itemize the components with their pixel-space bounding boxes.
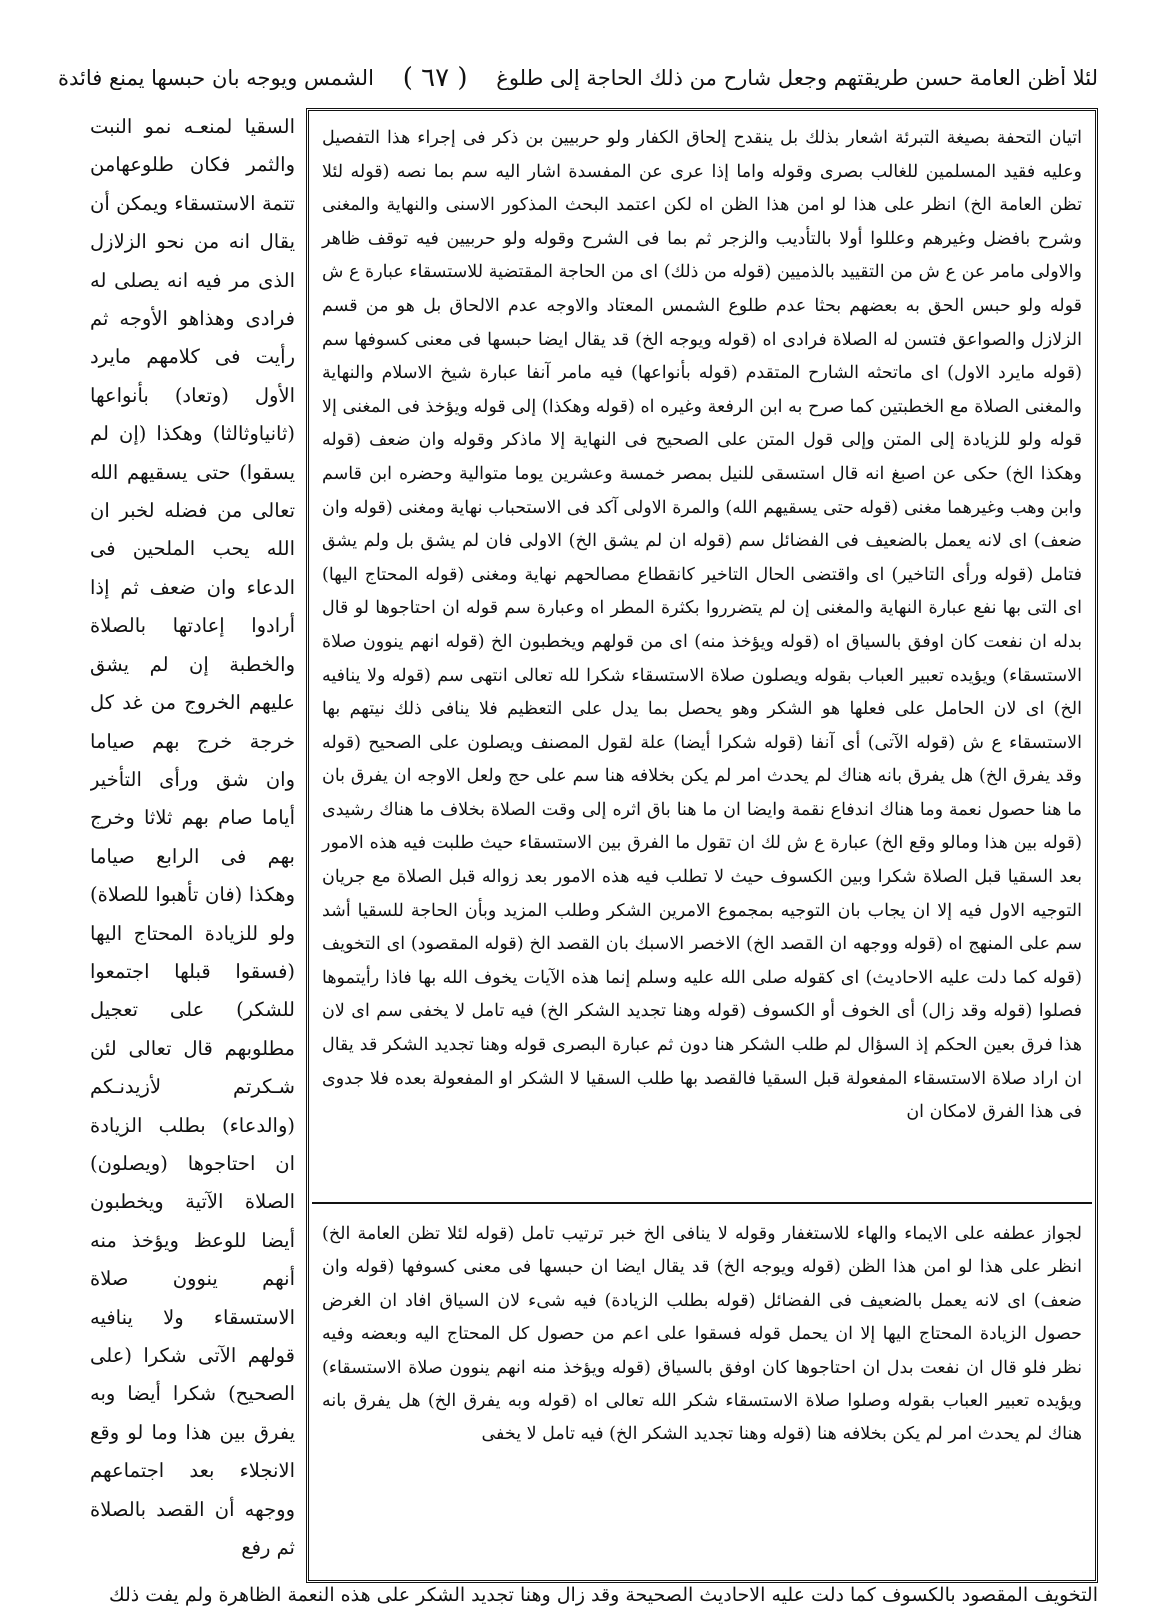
page-footer-line: التخويف المقصود بالكسوف كما دلت عليه الاحاديث الصحيحة وقد زال وهنا تجديد الشكر على هذه النعمة الظاهرة ولم يفت ذلك bbox=[108, 1584, 1098, 1606]
upper-commentary-paragraph: اتيان التحفة بصيغة التبرئة اشعار بذلك بل ينقدح إلحاق الكفار ولو حربيين بن ذكر فى إجراء هذا التفصيل وعليه فقيد المسلمين للغالب بصرى وقوله واما إذا عرى عن المفسدة اشار اليه سم بما نصه (قوله لئلا تظن العامة الخ) انظر على هذا لو امن هذا الظن اه لكن اعتمد البحث المذكور الاسنى والنهاية والمغنى وشرح بافضل وغيرهم وعللوا أولا بالتأديب والزجر ثم بما فى الشرح وقوله ولو حربيين فيه توقف ظاهر والاولى مامر عن ع ش من التقييد بالذميين (قوله من ذلك) اى من الحاجة المقتضية للاستسقاء عبارة ع ش قوله ولو حبس الحق به بعضهم بحثا عدم طلوع الشمس المعتاد والاوجه عدم الالحاق بل هو من قسم الزلازل والصواعق فتسن له الصلاة فرادى اه (قوله ويوجه الخ) قد يقال ايضا حبسها فى معنى كسوفها سم (قوله مايرد الاول) اى ماتحثه الشارح المتقدم (قوله بأنواعها) فيه مامر آنفا عبارة شيخ الاسلام والنهاية والمغنى الصلاة مع الخطبتين كما صرح به ابن الرفعة وغيره اه (قوله وهكذا) إلى قوله ويؤخذ فى المغنى إلا قوله ولو للزيادة إلى المتن وإلى قول المتن على الصحيح فى النهاية إلا ماذكر وقوله وان ضعف (قوله وهكذا الخ) حكى عن اصبغ انه قال استسقى للنيل بمصر خمسة وعشرين يوما متوالية وحضره ابن قاسم وابن وهب وغيرهما مغنى (قوله حتى يسقيهم الله) والمرة الاولى آكد فى الاستحباب نهاية ومغنى (قوله وان ضعف) اى لانه يعمل بالضعيف فى الفضائل سم (قوله ان لم يشق الخ) الاولى فان لم يشق بل ولم يشق فتامل (قوله ورأى التاخير) اى واقتضى الحال التاخير كانقطاع مصالحهم نهاية ومغنى (قوله المحتاج اليها) اى التى بها نفع عبارة النهاية والمغنى إن لم يتضرروا بكثرة المطر اه وعبارة سم قوله ان احتاجوها لو قال بدله ان نفعت كان اوفق بالسياق اه (قوله ويؤخذ منه) اى من قولهم ويخطبون الخ (قوله انهم ينوون صلاة الاستسقاء) ويؤيده تعبير العباب بقوله ويصلون صلاة الاستسقاء شكرا لله تعالى انتهى سم (قوله ولا ينافيه الخ) اى لان الحامل على فعلها هو الشكر وهو يحصل بما يدل على التعظيم فلا ينافى ذلك نيتهم بها الاستسقاء ع ش (قوله الآتى) أى آنفا (قوله شكرا أيضا) علة لقول المصنف ويصلون على الصحيح (قوله وقد يفرق الخ) هل يفرق بانه هناك لم يحدث امر لم يكن بخلافه هنا سم على حج ولعل الاوجه ان يفرق بان ما هنا حصول نعمة وما هناك اندفاع نقمة وايضا ان ما هنا باق اثره إلى وقت الصلاة بخلاف ما هناك رشيدى (قوله بين هذا ومالو وقع الخ) عبارة ع ش لك ان تقول ما الفرق بين الاستسقاء حيث طلبت فيه هذه الامور بعد السقيا قبل الصلاة شكرا وبين الكسوف حيث لا تطلب فيه هذه الامور بعد زواله قبل الصلاة مع جريان التوجيه الاول فيه إلا ان يجاب بان التوجيه بمجموع الامرين الشكر وطلب المزيد وبأن الحاجة للسقيا أشد سم على المنهج اه (قوله ووجهه ان القصد الخ) الاخصر الاسبك بان القصد الخ (قوله المقصود) اى التخويف (قوله كما دلت عليه الاحاديث) اى كقوله صلى الله عليه وسلم إنما هذه الآيات يخوف الله بها فاذا رأيتموها فصلوا (قوله وقد زال) أى الخوف أو الكسوف (قوله وهنا تجديد الشكر الخ) فيه تامل لا يخفى سم اى لان هذا فرق بعين الحكم إذ السؤال لم طلب الشكر هنا دون ثم عبارة البصرى قوله وهنا تجديد الشكر قد يقال ان اراد صلاة الاستسقاء المفعولة قبل السقيا فالقصد بها طلب السقيا لا الشكر او المفعولة بعده فلا جدوى فى هذا الفرق لامكان ان bbox=[322, 128, 1082, 1123]
margin-main-text bbox=[90, 108, 295, 1583]
page-number: ( ٦٧ ) bbox=[402, 63, 468, 93]
lower-commentary-paragraph: لجواز عطفه على الايماء والهاء للاستغفار وقوله لا ينافى الخ خبر ترتيب تامل (قوله لئلا تظن العامة الخ) انظر على هذا لو امن هذا الظن (قوله ويوجه الخ) قد يقال ايضا ان حبسها فى معنى كسوفها (قوله وان ضعف) اى لانه يعمل بالضعيف فى الفضائل (قوله بطلب الزيادة) فيه شىء لان السياق افاد ان الغرض حصول الزيادة المحتاج اليها إلا ان يحمل قوله فسقوا على اعم من حصول كل المحتاج اليه وبعضه وفيه نظر فلو قال ان نفعت بدل ان احتاجوها كان اوفق بالسياق (قوله ويؤخذ منه انهم ينوون صلاة الاستسقاء) ويؤيده تعبير العباب بقوله وصلوا صلاة الاستسقاء شكر الله تعالى اه (قوله وبه يفرق الخ) هل يفرق بانه هناك لم يحدث امر لم يكن بخلافه هنا (قوله وهنا تجديد الشكر الخ) فيه تامل لا يخفى bbox=[322, 1224, 1082, 1445]
upper-commentary bbox=[312, 118, 1092, 1196]
lower-commentary bbox=[312, 1214, 1092, 1574]
header-running-title: لئلا أظن العامة حسن طريقتهم وجعل شارح من ذلك الحاجة إلى طلوغ bbox=[496, 66, 1098, 90]
margin-text-paragraph: السقيا لمنعـه نمو النبت والثمر فكان طلوعهامن تتمة الاستسقاء ويمكن أن يقال انه من نحو الزلازل الذى مر فيه انه يصلى له فرادى وهذاهو الأوجه ثم رأيت فى كلامهم مايرد الأول (وتعاد) بأنواعها (ثانياوثالثا) وهكذا (إن لم يسقوا) حتى يسقيهم الله تعالى من فضله لخبر ان الله يحب الملحين فى الدعاء وان ضعف ثم إذا أرادوا إعادتها بالصلاة والخطبة إن لم يشق عليهم الخروج من غد كل خرجة خرج بهم صياما وان شق ورأى التأخير أياما صام بهم ثلاثا وخرج بهم فى الرابع صياما وهكذا (فان تأهبوا للصلاة) ولو للزيادة المحتاج اليها (فسقوا قبلها اجتمعوا للشكر) على تعجيل مطلوبهم قال تعالى لئن شـكرتم لأزيدنـكم (والدعاء) بطلب الزيادة ان احتاجوها (ويصلون) الصلاة الآتية ويخطبون أيضا للوعظ ويؤخذ منه أنهم ينوون صلاة الاستسقاء ولا ينافيه قولهم الآتى شكرا (على الصحيح) شكرا أيضا وبه يفرق بين هذا وما لو وقع الانجلاء بعد اجتماعهم ووجهه أن القصد بالصلاة ثم رفع bbox=[90, 115, 295, 1560]
header-catchword: الشمس ويوجه بان حبسها يمنع فائدة bbox=[58, 66, 374, 90]
commentary-divider bbox=[312, 1202, 1092, 1204]
page-header bbox=[58, 58, 1098, 98]
